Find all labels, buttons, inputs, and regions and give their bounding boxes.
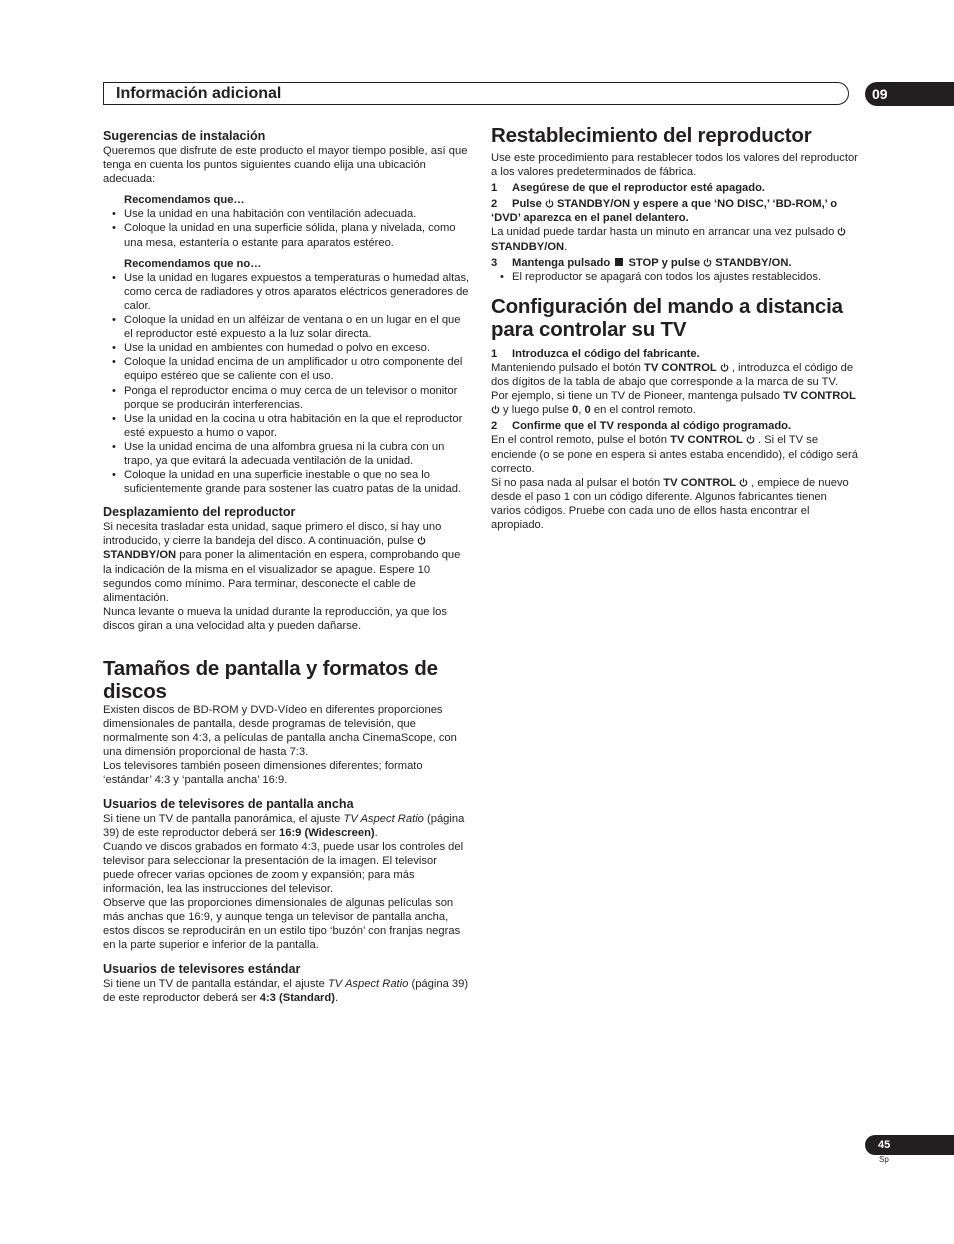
step-number: 1 (491, 182, 498, 195)
step-number: 3 (491, 256, 498, 269)
remote-step-1 (491, 347, 859, 361)
list-item: • Coloque la unidad en una superficie sólida, plana y nivelada, como una mesa, estantería o estante para aparatos estéreo. (103, 221, 471, 249)
install-dont-heading: Recomendamos que no… (124, 257, 262, 270)
remote-step-2-paragraph-1 (491, 433, 859, 475)
remote-text: en el control remoto. (593, 404, 696, 417)
remote-step-1-paragraph-2 (491, 389, 859, 417)
list-item: • Use la unidad en ambientes con humedad o polvo en exceso. (103, 341, 471, 355)
remote-text: , introduzca el código de dos dígitos de la tabla de abajo que corresponde a la marca de su TV. (491, 361, 854, 389)
remote-heading: Configuración del mando a distancia para controlar su TV (491, 294, 843, 341)
step-text: STANDBY/ON. (715, 256, 792, 269)
moving-text: Si necesita trasladar esta unidad, saque primero el disco, si hay uno introducido, y cierre la bandeja del disco. A continuación, pulse (103, 521, 442, 548)
remote-text: y luego pulse (503, 404, 569, 417)
tv-control-label: TV CONTROL (663, 476, 737, 489)
stop-icon (615, 258, 623, 266)
list-item: • El reproductor se apagará con todos los ajustes restablecidos. (491, 270, 859, 284)
digit: 0 (584, 404, 591, 417)
setting-name: TV Aspect Ratio (327, 977, 409, 990)
wide-text: . (374, 826, 378, 839)
moving-paragraph-2: Nunca levante o mueva la unidad durante la reproducción, ya que los discos giran a una velocidad alta y pueden dañarse. (103, 605, 447, 632)
install-heading: Sugerencias de instalación (103, 129, 266, 143)
step-number: 2 (491, 420, 498, 433)
digit: 0 (572, 404, 579, 417)
remote-step-1-paragraph-1 (491, 361, 859, 389)
install-dont-list (103, 271, 471, 497)
section-title: Información adicional (116, 85, 282, 102)
standard-text: Si tiene un TV de pantalla estándar, el ajuste (103, 977, 325, 990)
standby-label: STANDBY/ON (491, 240, 565, 253)
power-icon (491, 405, 500, 414)
page-number-tab: 45 (865, 1135, 954, 1155)
standby-label: STANDBY/ON (103, 549, 177, 562)
reset-step-2 (491, 197, 859, 225)
remote-text: Si no pasa nada al pulsar el botón (491, 476, 661, 489)
standard-paragraph-1 (103, 977, 471, 1005)
sizes-paragraph-2: Los televisores también poseen dimensiones diferentes; formato ‘estándar’ 4:3 y ‘pantalla ancha’ 16:9. (103, 760, 423, 787)
install-do-heading: Recomendamos que… (124, 194, 245, 207)
list-item: • Use la unidad en una habitación con ventilación adecuada. (103, 207, 471, 221)
remote-text: . Si el TV se enciende (o se pone en espera si antes estaba encendido), el código será correcto. (491, 434, 858, 475)
list-item: • Use la unidad en la cocina u otra habitación en la que el reproductor esté expuesto a humo o vapor. (103, 412, 471, 440)
step-text: Introduzca el código del fabricante. (512, 347, 700, 360)
step-number: 1 (491, 347, 498, 360)
power-icon (746, 435, 755, 444)
note-text: . (564, 240, 568, 253)
remote-text: Manteniendo pulsado el botón (491, 361, 641, 374)
list-item: • Ponga el reproductor encima o muy cerca de un televisor o monitor porque se producirán interferencias. (103, 384, 471, 412)
wide-text: (página 39) de este reproductor deberá ser (103, 812, 465, 839)
install-do-list (103, 207, 471, 249)
remote-step-2 (491, 419, 859, 433)
remote-text: Por ejemplo, si tiene un TV de Pioneer, mantenga pulsado (491, 390, 780, 403)
power-icon (720, 363, 729, 372)
reset-heading: Restablecimiento del reproductor (491, 124, 812, 147)
remote-text: , (578, 404, 582, 417)
power-icon (703, 258, 712, 267)
standard-text: . (334, 991, 339, 1004)
tv-control-label: TV CONTROL (644, 361, 717, 374)
setting-value: 4:3 (Standard) (259, 991, 335, 1004)
power-icon (417, 536, 426, 545)
list-item: • Coloque la unidad encima de un amplificador u otro componente del equipo estéreo que se caliente con el uso. (103, 355, 471, 383)
left-column (103, 128, 471, 1005)
setting-value: 16:9 (Widescreen) (279, 826, 375, 839)
sizes-heading: Tamaños de pantalla y formatos de discos (103, 657, 438, 703)
remote-text: , empiece de nuevo desde el paso 1 con un código diferente. Algunos fabricantes tienen varios códigos. Pruebe con cada uno de ellos hasta encontrar el apropiado. (491, 476, 849, 531)
wide-paragraph-2: Cuando ve discos grabados en formato 4:3, puede usar los controles del televisor para seleccionar la presentación de la imagen. El televisor puede ofrecer varias opciones de zoom y expansión; para más información, lea las instrucciones del televisor. (103, 840, 464, 896)
tv-control-label: TV CONTROL (670, 434, 743, 447)
step-text: Pulse (512, 198, 542, 211)
list-item: • Coloque la unidad en una superficie inestable o que no sea lo suficientemente grande para sostener las cuatro patas de la unidad. (103, 468, 471, 496)
section-header (103, 82, 849, 105)
reset-step-3-bullets (491, 270, 859, 284)
setting-name: TV Aspect Ratio (343, 812, 424, 825)
list-item: • Use la unidad en lugares expuestos a temperaturas o humedad altas, como cerca de radiadores y otros aparatos eléctricos generadores de calor. (103, 271, 471, 313)
remote-step-2-paragraph-2 (491, 476, 859, 532)
sizes-paragraph-1: Existen discos de BD-ROM y DVD-Vídeo en diferentes proporciones dimensionales de pantalla, desde programas de televisión, que normalmente son 4:3, a películas de pantalla ancha CinemaScope, con una dimensión proporcional de hasta 7:3. (103, 704, 457, 759)
remote-text: En el control remoto, pulse el botón (491, 434, 667, 447)
standard-text: (página 39) de este reproductor deberá ser (103, 977, 469, 1004)
step-text: Confirme que el TV responda al código programado. (512, 420, 792, 433)
wide-paragraph-3: Observe que las proporciones dimensionales de algunas películas son más anchas que 16:9, y aunque tenga un televisor de pantalla ancha, estos discos se reproducirán en un estilo tipo ‘buzón’ con franjas negras en la parte superior e inferior de la pantalla. (103, 897, 461, 952)
install-intro: Queremos que disfrute de este producto el mayor tiempo posible, así que tenga en cuenta los puntos siguientes cuando elija una ubicación adecuada: (103, 145, 468, 186)
reset-step-1 (491, 181, 859, 195)
reset-intro: Use este procedimiento para restablecer todos los valores del reproductor a los valores predeterminados de fábrica. (491, 152, 858, 179)
wide-text: Si tiene un TV de pantalla panorámica, el ajuste (103, 812, 341, 825)
step-number: 2 (491, 198, 498, 211)
step-text: STOP y pulse (628, 256, 701, 269)
page-language: Sp (879, 1155, 889, 1164)
step-text: STANDBY/ON y espere a que ‘NO DISC,’ ‘BD-ROM,’ o ‘DVD’ aparezca en el panel delantero. (491, 198, 838, 225)
step-text: Asegúrese de que el reproductor esté apagado. (512, 182, 766, 195)
chapter-number-tab: 09 (865, 82, 954, 106)
power-icon (545, 199, 554, 208)
right-column (491, 124, 859, 532)
note-text: La unidad puede tardar hasta un minuto en arrancar una vez pulsado (491, 226, 835, 239)
moving-paragraph-1 (103, 520, 471, 605)
moving-heading: Desplazamiento del reproductor (103, 505, 296, 520)
tv-control-label: TV CONTROL (783, 390, 856, 403)
reset-step-2-note (491, 225, 859, 253)
list-item: • Use la unidad encima de una alfombra gruesa ni la cubra con un trapo, ya que evitará la adecuada ventilación de la unidad. (103, 440, 471, 468)
list-item: • Coloque la unidad en un alféizar de ventana o en un lugar en el que el reproductor esté expuesto a la luz solar directa. (103, 313, 471, 341)
reset-step-3 (491, 256, 859, 270)
power-icon (739, 478, 748, 487)
wide-heading: Usuarios de televisores de pantalla ancha (103, 796, 354, 811)
power-icon (837, 227, 846, 236)
standard-heading: Usuarios de televisores estándar (103, 961, 301, 976)
step-text: Mantenga pulsado (512, 256, 611, 269)
wide-paragraph-1 (103, 812, 471, 840)
moving-text: para poner la alimentación en espera, comprobando que la indicación de la misma en el visualizador se apague. Espere 10 segundos como mínimo. Para terminar, desconecte el cable de alimentación. (103, 549, 461, 604)
